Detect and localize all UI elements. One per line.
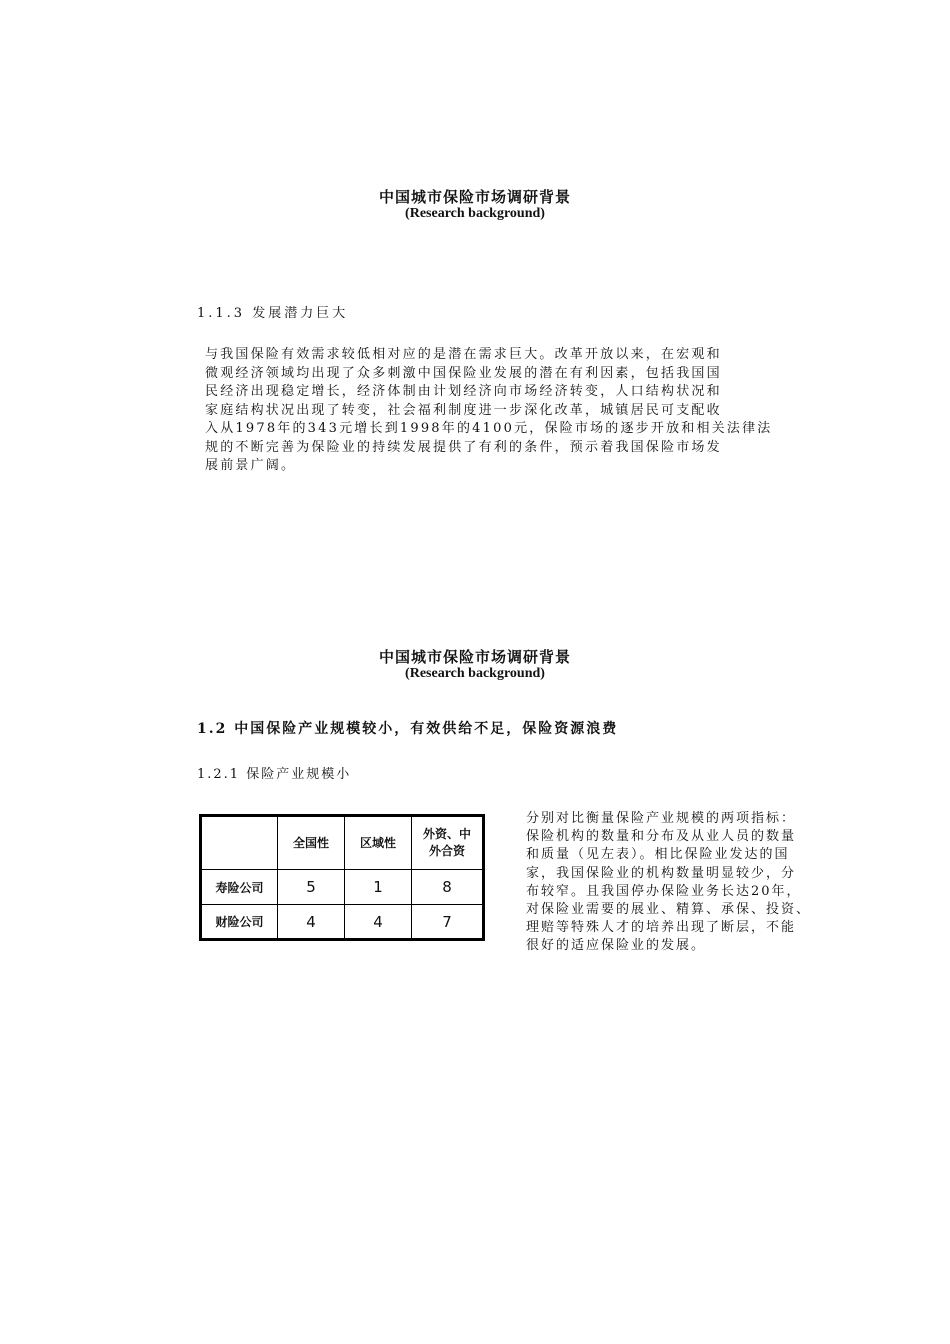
slide2-paragraph [526, 810, 906, 956]
paragraph-line: 与我国保险有效需求较低相对应的是潜在需求巨大。改革开放以来，在宏观和 [205, 347, 722, 362]
table-header-text: 外资、中外合资 [422, 827, 471, 859]
table-header-cell [201, 816, 278, 870]
paragraph-line: 布较窄。且我国停办保险业务长达20年， [526, 883, 802, 899]
table-row [201, 905, 484, 940]
table-cell: 4 [278, 905, 345, 940]
slide1-title-zh: 中国城市保险市场调研背景 [378, 188, 571, 206]
table-header-cell [412, 816, 484, 870]
table-row [201, 870, 484, 905]
paragraph-line: 微观经济领域均出现了众多刺激中国保险业发展的潜在有利因素，包括我国国 [205, 365, 722, 381]
table-cell: 4 [345, 905, 412, 940]
paragraph-line: 入从1978年的343元增长到1998年的4100元，保险市场的逐步开放和相关法律法 [205, 421, 773, 436]
slide2-title-zh: 中国城市保险市场调研背景 [378, 648, 571, 666]
table-cell: 5 [278, 870, 345, 905]
table-row-label: 财险公司 [201, 905, 278, 940]
paragraph-line: 民经济出现稳定增长，经济体制由计划经济向市场经济转变，人口结构状况和 [205, 384, 722, 399]
table-row-label: 寿险公司 [201, 870, 278, 905]
paragraph-line: 和质量（见左表）。相比保险业发达的国 [526, 847, 790, 863]
paragraph-line: 对保险业需要的展业、精算、承保、投资、 [526, 902, 812, 918]
table-cell: 8 [412, 870, 484, 905]
slide1-title-en: (Research background) [405, 206, 545, 221]
paragraph-line: 家庭结构状况出现了转变，社会福利制度进一步深化改革，城镇居民可支配收 [205, 402, 722, 418]
slide2-section-heading: 1.2 中国保险产业规模较小，有效供给不足，保险资源浪费 [197, 721, 619, 737]
slide1-paragraph [205, 346, 865, 476]
slide2-subheading: 1.2.1 保险产业规模小 [197, 767, 352, 782]
table-header-cell: 区域性 [345, 816, 412, 870]
slide1-subheading: 1.1.3 发展潜力巨大 [197, 306, 349, 321]
table-cell: 1 [345, 870, 412, 905]
paragraph-line: 理赔等特殊人才的培养出现了断层，不能 [526, 920, 797, 936]
paragraph-line: 展前景广阔。 [205, 458, 297, 473]
paragraph-line: 规的不断完善为保险业的持续发展提供了有利的条件，预示着我国保险市场发 [205, 439, 722, 455]
paragraph-line: 分别对比衡量保险产业规模的两项指标： [526, 811, 797, 826]
table-header-cell: 全国性 [278, 816, 345, 870]
table-cell: 7 [412, 905, 484, 940]
slide2-title-en: (Research background) [405, 666, 545, 681]
insurance-company-table [199, 814, 485, 941]
table-header-row [201, 816, 484, 870]
paragraph-line: 保险机构的数量和分布及从业人员的数量 [526, 829, 797, 845]
paragraph-line: 很好的适应保险业的发展。 [526, 938, 707, 954]
paragraph-line: 家，我国保险业的机构数量明显较少，分 [526, 865, 797, 881]
